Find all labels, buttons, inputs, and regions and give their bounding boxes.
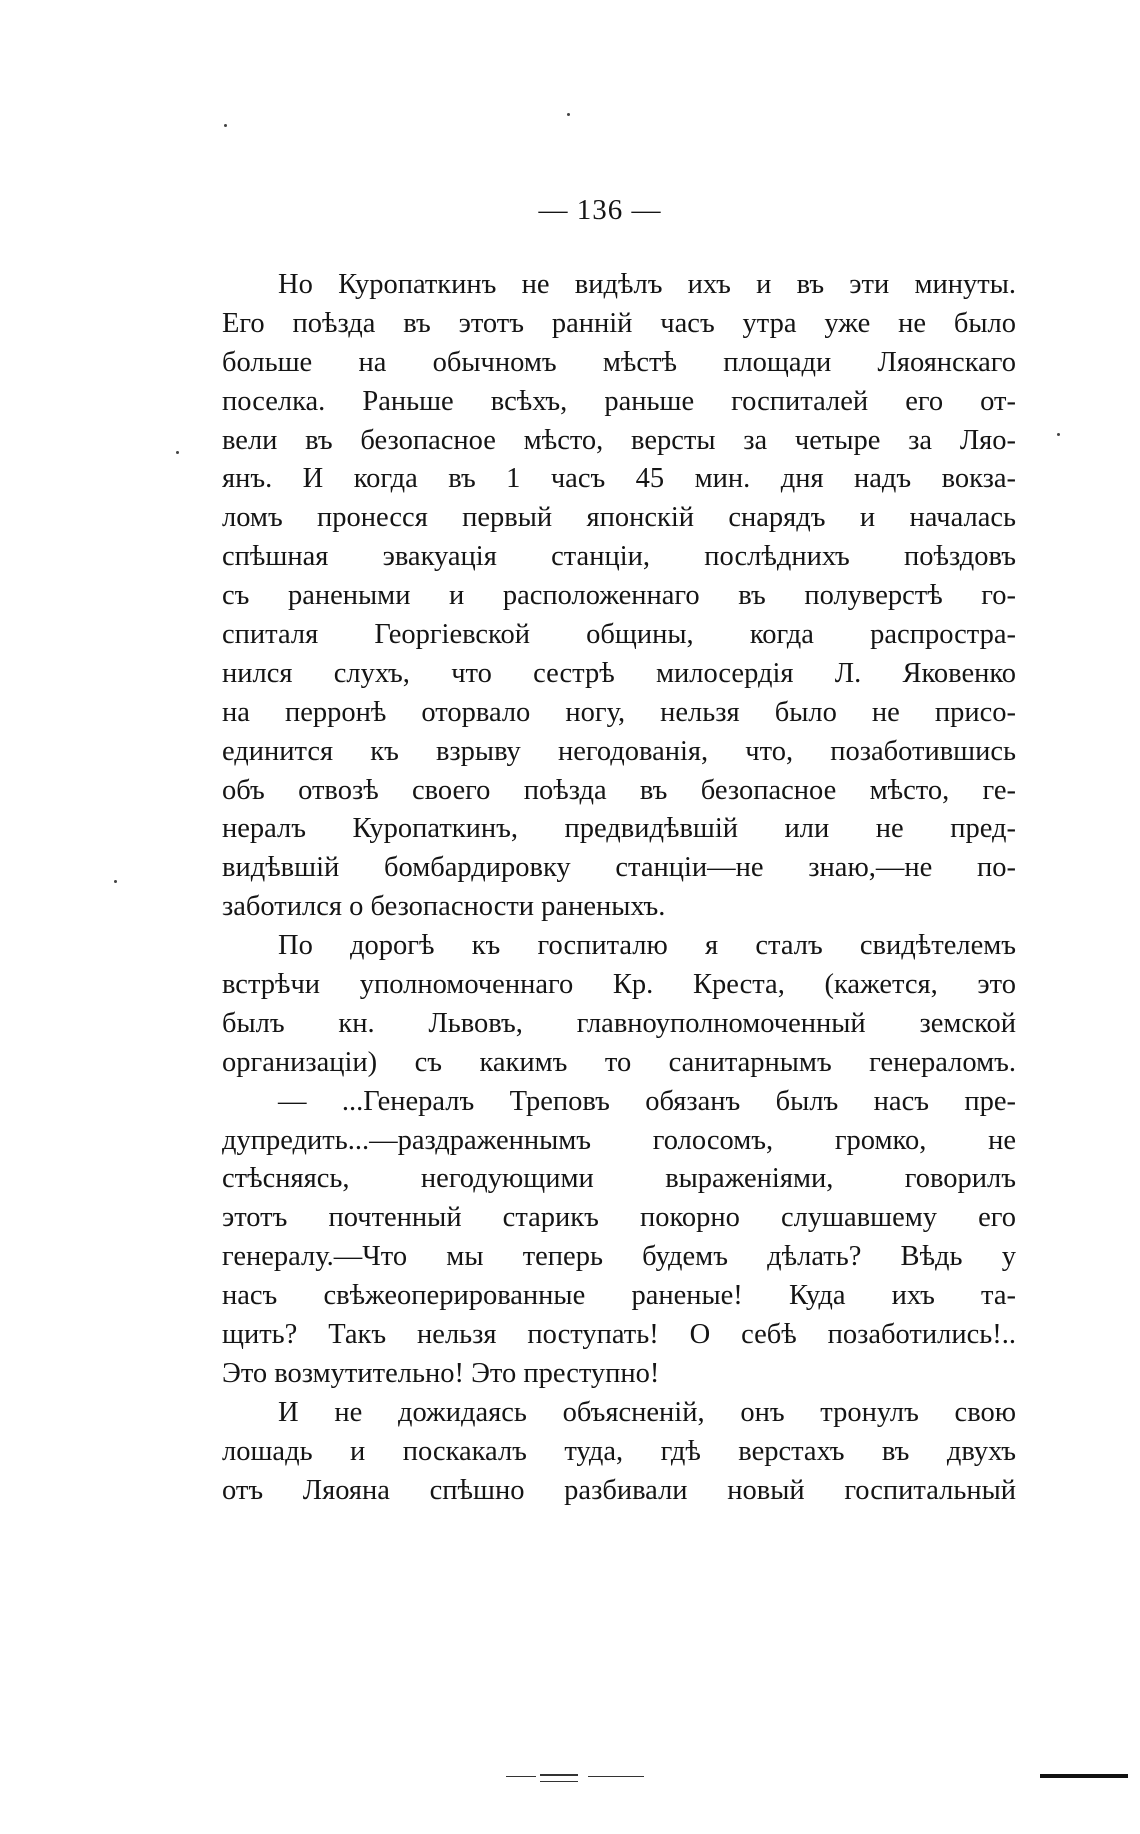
text-line: встрѣчи уполномоченнаго Кр. Креста, (кажется, это	[222, 969, 1016, 1001]
text-line: дупредить...—раздраженнымъ голосомъ, громко, не	[222, 1124, 1016, 1156]
text-line: видѣвшій бомбардировку станціи—не знаю,—не по-	[222, 852, 1016, 884]
scan-speck	[114, 880, 117, 883]
text-line: вели въ безопасное мѣсто, версты за четыре за Ляо-	[222, 424, 1016, 456]
text-line: былъ кн. Львовъ, главноуполномоченный земской	[222, 1007, 1016, 1039]
text-line: По дорогѣ къ госпиталю я сталъ свидѣтелемъ	[278, 930, 1016, 962]
text-line: стѣсняясь, негодующими выраженіями, говорилъ	[222, 1163, 1016, 1195]
text-line: спиталя Георгіевской общины, когда распростра-	[222, 619, 1016, 651]
text-line: единится къ взрыву негодованія, что, позаботившись	[222, 735, 1016, 767]
text-line: на перронѣ оторвало ногу, нельзя было не присо-	[222, 696, 1016, 728]
text-line: съ ранеными и расположеннаго въ полуверстѣ го-	[222, 580, 1016, 612]
text-line: больше на обычномъ мѣстѣ площади Ляоянскаго	[222, 346, 1016, 378]
text-line: Это возмутительно! Это преступно!	[222, 1357, 660, 1389]
text-line: организаціи) съ какимъ то санитарнымъ генераломъ.	[222, 1046, 1016, 1078]
text-line: И не дожидаясь объясненій, онъ тронулъ свою	[278, 1396, 1016, 1428]
page-number: — 136 —	[538, 194, 662, 226]
scan-edge-mark	[1040, 1774, 1128, 1778]
text-line: Но Куропаткинъ не видѣлъ ихъ и въ эти минуты.	[278, 269, 1016, 300]
scan-speck	[176, 451, 179, 454]
text-line: заботился о безопасности раненыхъ.	[222, 891, 666, 923]
text-line: Его поѣзда въ этотъ ранній часъ утра уже не было	[222, 307, 1016, 339]
text-line: объ отвозѣ своего поѣзда въ безопасное мѣсто, ге-	[222, 774, 1016, 806]
text-line: — ...Генералъ Треповъ обязанъ былъ насъ пре-	[278, 1085, 1016, 1117]
text-line: отъ Ляояна спѣшно разбивали новый госпитальный	[222, 1474, 1016, 1506]
text-line: генералу.—Что мы теперь будемъ дѣлать? Вѣдь у	[222, 1241, 1016, 1273]
text-line: лошадь и поскакалъ туда, гдѣ верстахъ въ двухъ	[222, 1435, 1016, 1467]
body-text	[222, 266, 1016, 1511]
text-line: этотъ почтенный старикъ покорно слушавшему его	[222, 1202, 1016, 1234]
text-line: насъ свѣжеоперированные раненые! Куда ихъ та-	[222, 1280, 1016, 1312]
text-line: нился слухъ, что сестрѣ милосердія Л. Яковенко	[222, 657, 1016, 689]
scan-edge-mark	[540, 1774, 578, 1776]
scan-speck	[1057, 433, 1060, 436]
scan-edge-mark	[540, 1781, 578, 1782]
scan-speck	[224, 124, 227, 127]
scan-edge-mark	[506, 1776, 536, 1777]
text-line: янъ. И когда въ 1 часъ 45 мин. дня надъ вокза-	[222, 463, 1016, 495]
text-line: ломъ пронесся первый японскій снарядъ и началась	[222, 502, 1016, 534]
text-line: щить? Такъ нельзя поступать! О себѣ позаботились!..	[222, 1319, 1016, 1351]
scan-edge-mark	[588, 1776, 644, 1777]
text-line: спѣшная эвакуація станціи, послѣднихъ поѣздовъ	[222, 541, 1016, 573]
scan-speck	[567, 113, 570, 116]
text-line: нералъ Куропаткинъ, предвидѣвшій или не пред-	[222, 813, 1016, 845]
text-line: поселка. Раньше всѣхъ, раньше госпиталей его от-	[222, 385, 1016, 417]
